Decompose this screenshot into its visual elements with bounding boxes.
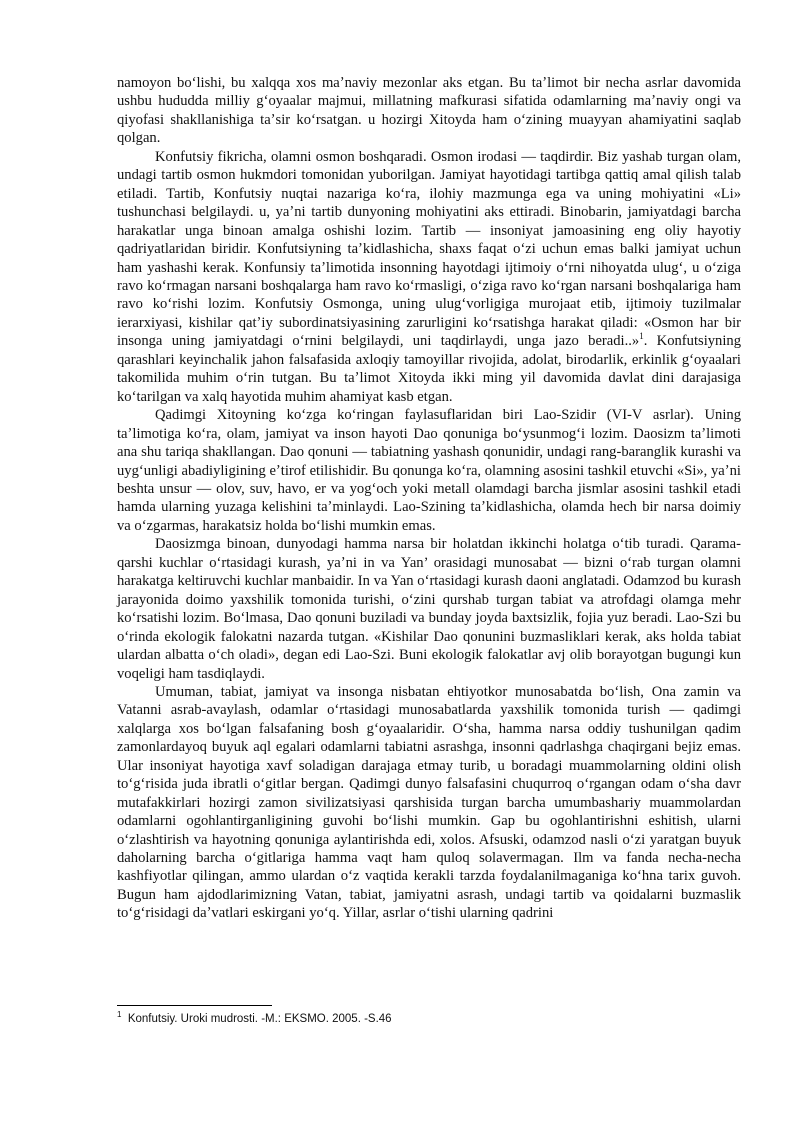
- footnote-reference[interactable]: 1: [639, 331, 644, 342]
- footnote: [117, 1010, 741, 1025]
- footnote-text: Konfutsiy. Uroki mudrosti. -M.: EKSMO. 2005. -S.46: [127, 1013, 392, 1025]
- paragraph: namoyon boʻlishi, bu xalqqa xos maʼnaviy mezonlar aks etgan. Bu taʼlimot bir necha asrlar davomida ushbu hududda milliy gʻoyaalar majmui, millatning mafkurasi sifatida odamlarning maʼnaviy ongi va qiyofasi shakllanishiga taʼsir koʻrsatgan. u hozirgi Xitoyda ham oʻzining muayyan ahamiyatini saqlab qolgan.: [117, 75, 741, 147]
- paragraph: [117, 148, 741, 406]
- paragraph: Daosizmga binoan, dunyodagi hamma narsa bir holatdan ikkinchi holatga oʻtib turadi. Qarama-qarshi kuchlar oʻrtasidagi kurash, yaʼni in va Yan’ orasidagi munosabat — bizni oʻrab turgan olamni harakatga keltiruvchi kuchlar manbaidir. In va Yan oʻrtasidagi kurash daoni anglatadi. Odamzod bu kurash jarayonida doimo yaxshilik tomonida turishi, oʻzini qurshab turgan tabiat va atrofdagi olamga mehr koʻrsatishi lozim. Boʻlmasa, Dao qonuni buziladi va bunday joyda baxtsizlik, fojia yuz beradi. Lao-Szi bu oʻrinda ekologik falokatni nazarda tutgan. «Kishilar Dao qonunini buzmasliklari kerak, aks holda tabiat ulardan albatta oʻch oladi», degan edi Lao-Szi. Buni ekologik falokatlar avj olib borayotgan bugungi kun voqeligi ham tasdiqlaydi.: [117, 536, 741, 682]
- footnote-number: 1: [117, 1010, 122, 1020]
- paragraph: Umuman, tabiat, jamiyat va insonga nisbatan ehtiyotkor munosabatda boʻlish, Ona zamin va Vatanni asrab-avaylash, odamlar oʻrtasidagi munosabatlarda yaxshilik tomonida turish — qadimgi xalqlarga xos boʻlgan falsafaning bosh gʻoyaalaridir. Oʻsha, hamma narsa oddiy tushunilgan qadim zamonlardayoq buyuk aql egalari odamlarni tabiatni asrashga, insonni qadrlashga chaqirgani bejiz emas. Ular insoniyat hayotiga xavf soladigan darajaga etmay turib, u boradagi muammolarning oldini olish toʻgʻrisida juda ibratli oʻgitlar bergan. Qadimgi dunyo falsafasini chuqurroq oʻrgangan odam oʻsha davr mutafakkirlari hozirgi zamon sivilizatsiyasi qarshisida turgan barcha umumbashariy muammolardan odamlarni ogohlantirganligining guvohi boʻlishi mumkin. Gap bu ogohlantirishni eshitish, ularni oʻzlashtirish va hayotning qonuniga aylantirishda edi, xolos. Afsuski, odamzod nasli oʻzi yaratgan buyuk daholarning barcha oʻgitlariga hamma vaqt ham quloq solavermagan. Ilm va fanda necha-necha kashfiyotlar qilingan, ammo ulardan oʻz vaqtida kerakli tarzda foydalanilmaganiga koʻhna tarix guvoh. Bugun ham ajdodlarimizning Vatan, tabiat, jamiyatni asrash, undagi tartib va qoidalarni buzmaslik toʻgʻrisidagi daʼvatlari eskirgani yoʻq. Yillar, asrlar oʻtishi ularning qadrini: [117, 683, 741, 922]
- document-body: [117, 74, 741, 923]
- paragraph-text: Konfutsiy fikricha, olamni osmon boshqaradi. Osmon irodasi — taqdirdir. Biz yashab turgan olam, undagi tartib osmon hukmdori tomonidan yuborilgan. Jamiyat hayotidagi tartibga qattiq amal qilish talab etiladi. Tartib, Konfutsiy nuqtai nazariga koʻra, ilohiy mazmunga ega va uning mohiyatini «Li» tushunchasi belgilaydi. u, yaʼni tartib dunyoning mohiyatini aks ettiradi. Binobarin, jamiyatdagi barcha harakatlar unga binoan amalga oshishi lozim. Tartib — insoniyat jamoasining eng oliy hayotiy qadriyatlaridan biridir. Konfutsiyning taʼkidlashicha, shaxs faqat oʻzi uchun emas balki jamiyat uchun ham yashashi kerak. Konfunsiy taʼlimotida insonning hayotdagi ijtimoiy oʻrni nihoyatda ulugʻ, u oʻziga ravo koʻrmagan narsani boshqalarga ham ravo koʻrmasligi, oʻziga ravo koʻrgan narsani boshqalariga ham ravo koʻrishi lozim. Konfutsiy Osmonga, uning ulugʻvorligiga murojaat etib, ijtimoiy tuzilmalar ierarxiyasi, kishilar qatʼiy subordinatsiyasining zarurligini koʻrsatishga harakat qiladi: «Osmon har bir insonga uning jamiyatdagi oʻrnini belgilaydi, uni taqdirlaydi, unga jazo beradi..»: [117, 148, 741, 350]
- paragraph-text-continued: . Konfutsiyning qarashlari keyinchalik jahon falsafasida axloqiy tamoyillar rivojida, adolat, birodarlik, erkinlik gʻoyaalari takomilida muhim oʻrin tutgan. Bu taʼlimot Xitoyda ikki ming yil davomida davlat dini darajasiga koʻtarilgan va xalq hayotida muhim ahamiyat kasb etgan.: [117, 333, 741, 405]
- footnote-separator: [117, 1005, 272, 1006]
- paragraph: Qadimgi Xitoyning koʻzga koʻringan faylasuflaridan biri Lao-Szidir (VI-V asrlar). Uning taʼlimotiga koʻra, olam, jamiyat va inson hayoti Dao qonuniga boʻysunmogʻi lozim. Daosizm taʼlimoti ana shu tariqa shakllangan. Dao qonuni — tabiatning yashash qonunidir, undagi rang-baranglik kurashi va uygʻunligi abadiyligining eʼtirof etilishidir. Bu qonunga koʻra, olamning asosini tashkil etuvchi «Si», yaʼni beshta unsur — olov, suv, havo, er va yogʻoch yoki metall olamdagi barcha jismlar asosini tashkil etadi hamda ularning yuzaga kelishini taʼminlaydi. Lao-Szining taʼkidlashicha, olamda hech bir narsa doimiy va oʻzgarmas, harakatsiz holda boʻlishi mumkin emas.: [117, 407, 741, 534]
